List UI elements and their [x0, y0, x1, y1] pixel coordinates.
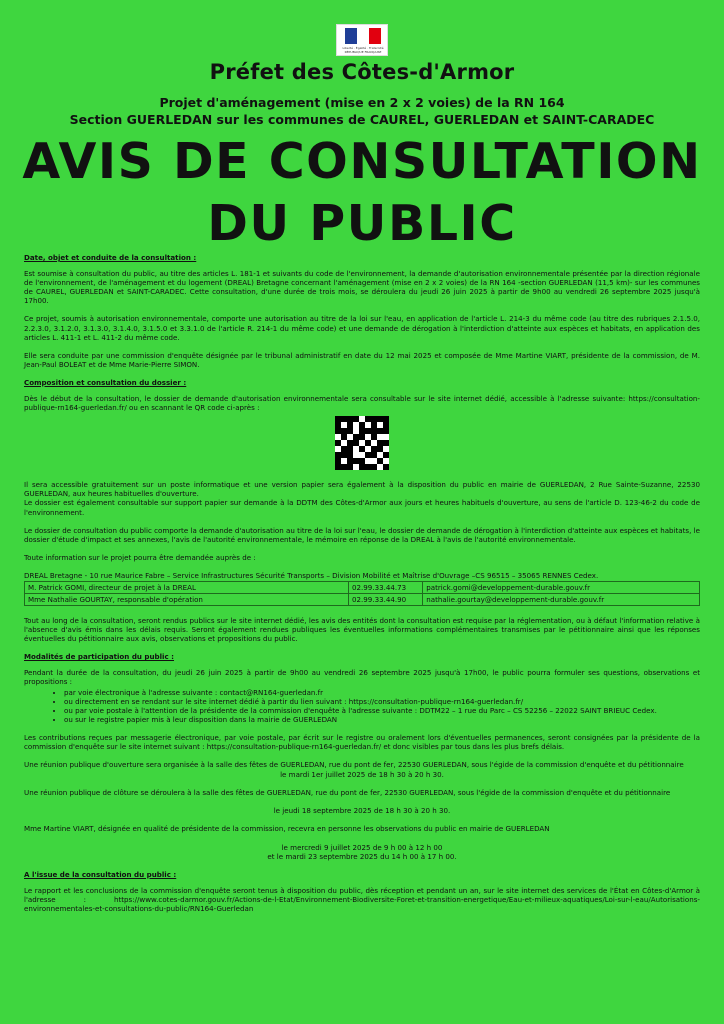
paragraph: Le rapport et les conclusions de la commission d'enquête seront tenus à disposition du public, dès réception et pendant un an, sur le site internet des services de l'État en Côtes-d'Armor à l'adresse : https://www.cotes-darmor.gouv.fr/Actions-de-l-Etat/Environnement-Biodiversite-Foret-et-transition-energetique/Eau-et-milieux-aquatiques/Loi-sur-l-eau/Autorisations-environnementales-et-consultations-du-public/RN164-Guerledan [24, 885, 700, 914]
paragraph: Ce projet, soumis à autorisation environnementale, comporte une autorisation au titre de la loi sur l'eau, en application de l'article L. 214-3 du même code (au titre des rubriques 2.1.5.0, 2.2.3.0, 3.1.2.0, 3.1.3.0, 3.1.4.0, 3.1.5.0 et 3.3.1.0 de l'article R. 214-1 du même code) et une demande de dérogation à l'interdiction d'atteinte aux espèces et habitats, en application des articles L. 411-1 et L. 411-2 du même code. [24, 314, 700, 342]
paragraph: Elle sera conduite par une commission d'enquête désignée par le tribunal administratif en date du 12 mai 2025 et composée de Mme Martine VIART, présidente de la commission, de M. Jean-Paul BOLEAT et de Mme Marie-Pierre SIMON. [24, 350, 700, 369]
list-item: • par voie électronique à l'adresse suivante : contact@RN164-guerledan.fr [64, 688, 700, 697]
contact-phone: 02.99.33.44.90 [349, 593, 423, 605]
paragraph: Toute information sur le projet pourra être demandée auprès de : [24, 552, 256, 562]
meeting-date: le jeudi 18 septembre 2025 de 18 h 30 à 20 h 30. [273, 806, 451, 816]
contact-name: M. Patrick GOMI, directeur de projet à la DREAL [25, 581, 349, 593]
meeting-date: le mardi 1er juillet 2025 de 18 h 30 à 20 h 30. [280, 770, 444, 780]
main-title-line1: AVIS DE CONSULTATION [22, 133, 702, 190]
logo-text: Liberté · Égalité · Fraternité RÉPUBLIQUE FRANÇAISE [342, 46, 384, 54]
project-subtitle: Projet d'aménagement (mise en 2 x 2 voies) de la RN 164 [159, 95, 565, 110]
section-heading-composition: Composition et consultation du dossier : [24, 377, 187, 387]
notice-body [24, 253, 700, 922]
paragraph: Il sera accessible gratuitement sur un poste informatique et une version papier sera également à la disposition du public en mairie de GUERLEDAN, 2 Rue Sainte-Suzanne, 22530 GUERLEDAN, aux heures habituelles d'ouverture. [24, 480, 700, 499]
paragraph: Est soumise à consultation du public, au titre des articles L. 181-1 et suivants du code de l'environnement, la demande d'autorisation environnementale présentée par la direction régionale de l'environnement, de l'aménagement et du logement (DREAL) Bretagne concernant l'aménagement (mise en 2 x 2 voies) de la RN 164 -section GUERLEDAN (11,5 km)- sur les communes de CAUREL, GUERLEDAN et SAINT-CARADEC. Cette consultation, d'une durée de trois mois, se déroulera du jeudi 26 juin 2025 à partir de 9h00 au vendredi 26 septembre 2025 jusqu'à 17h00. [24, 269, 700, 306]
section-subtitle: Section GUERLEDAN sur les communes de CAUREL, GUERLEDAN et SAINT-CARADEC [69, 112, 655, 127]
contacts-address: DREAL Bretagne - 10 rue Maurice Fabre – Service Infrastructures Sécurité Transports – Division Mobilité et Maîtrise d'Ouvrage –CS 96515 – 35065 RENNES Cedex. [24, 570, 599, 580]
list-item: • ou directement en se rendant sur le site internet dédié à partir du lien suivant : https://consultation-publique-rn164-guerledan.fr/ [64, 697, 700, 706]
paragraph: Mme Martine VIART, désignée en qualité de présidente de la commission, recevra en personne les observations du public en mairie de GUERLEDAN [24, 824, 550, 834]
paragraph: Une réunion publique de clôture se déroulera à la salle des fêtes de GUERLEDAN, rue du pont de fer, 22530 GUERLEDAN, sous l'égide de la commission d'enquête et du pétitionnaire [24, 788, 671, 798]
contact-phone: 02.99.33.44.73 [349, 581, 423, 593]
french-flag-icon [345, 28, 381, 44]
paragraph: Le dossier est également consultable sur support papier sur demande à la DDTM des Côtes-d'Armor aux jours et heures habituels d'ouverture, au sens de l'article D. 123-46-2 du code de l'environnement. [24, 498, 700, 517]
republique-francaise-logo [336, 24, 388, 56]
table-row [25, 581, 700, 593]
participation-list [24, 688, 700, 724]
prefet-title: Préfet des Côtes-d'Armor [209, 60, 515, 84]
paragraph: Dès le début de la consultation, le dossier de demande d'autorisation environnementale sera consultable sur le site internet dédié, accessible à l'adresse suivante: https://consultation-publique-rn164-guerledan.fr/ ou en scannant le QR code ci-après : [24, 394, 700, 413]
section-heading-date: Date, objet et conduite de la consultation : [24, 253, 197, 262]
contacts-table [24, 581, 700, 606]
contact-name: Mme Nathalie GOURTAY, responsable d'opération [25, 593, 349, 605]
section-heading-modalites: Modalités de participation du public : [24, 652, 174, 662]
section-heading-issue: A l'issue de la consultation du public : [24, 869, 177, 879]
paragraph: Le dossier de consultation du public comporte la demande d'autorisation au titre de la loi sur l'eau, le dossier de demande de dérogation à l'interdiction d'atteinte aux espèces et habitats, le dossier d'étude d'impact et ses annexes, l'avis de l'autorité environnementale, le mémoire en réponse de la DREAL à l'avis de l'autorité environnementale. [24, 525, 700, 544]
paragraph: Pendant la durée de la consultation, du jeudi 26 juin 2025 à partir de 9h00 au vendredi 26 septembre 2025 jusqu'à 17h00, le public pourra formuler ses questions, observations et propositions : [24, 668, 700, 687]
qr-code-icon[interactable] [335, 416, 389, 470]
permanence-date: et le mardi 23 septembre 2025 du 14 h 00 à 17 h 00. [267, 851, 457, 861]
main-title-line2: DU PUBLIC [207, 195, 517, 252]
list-item: • ou par voie postale à l'attention de la présidente de la commission d'enquête à l'adresse suivante : DDTM22 – 1 rue du Parc – CS 52256 – 22022 SAINT BRIEUC Cedex. [64, 706, 700, 715]
paragraph: Une réunion publique d'ouverture sera organisée à la salle des fêtes de GUERLEDAN, rue du pont de fer, 22530 GUERLEDAN, sous l'égide de la commission d'enquête et du pétitionnaire [24, 760, 684, 770]
contact-email[interactable]: nathalie.gourtay@developpement-durable.gouv.fr [423, 593, 700, 605]
table-row [25, 593, 700, 605]
paragraph: Tout au long de la consultation, seront rendus publics sur le site internet dédié, les avis des entités dont la consultation est requise par la réglementation, ou à défaut l'information relative à l'absence d'avis émis dans les délais requis. Seront également rendues publiques les éventuelles informations complémentaires transmises par le pétitionnaire ainsi que les réponses éventuelles du pétitionnaire aux avis, observations et propositions du public. [24, 615, 700, 644]
list-item: • ou sur le registre papier mis à leur disposition dans la mairie de GUERLEDAN [64, 715, 700, 724]
contact-email[interactable]: patrick.gomi@developpement-durable.gouv.fr [423, 581, 700, 593]
permanence-date: le mercredi 9 juillet 2025 de 9 h 00 à 12 h 00 [281, 842, 443, 852]
paragraph: Les contributions reçues par messagerie électronique, par voie postale, par écrit sur le registre ou oralement lors d'éventuelles permanences, seront consignées par la présidente de la commission d'enquête sur le site internet suivant : https://consultation-publique-rn164-guerledan.fr/ et donc visibles par tous dans les plus brefs délais. [24, 732, 700, 751]
